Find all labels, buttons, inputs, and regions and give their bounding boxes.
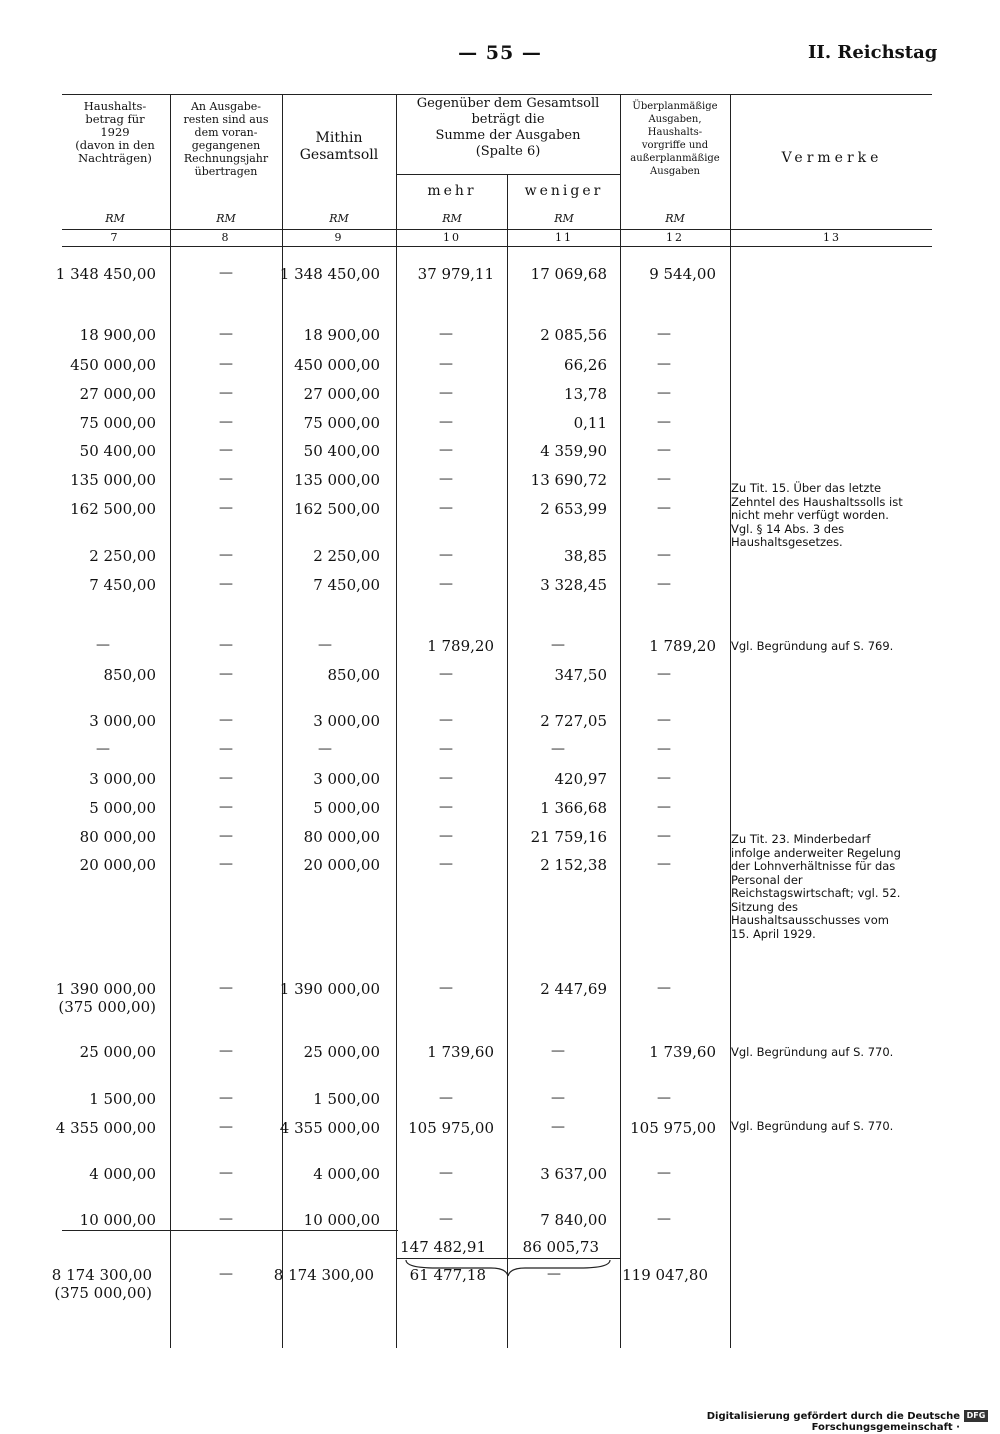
group-rule <box>396 174 620 175</box>
table-cell: — <box>219 414 233 430</box>
table-cell: — <box>551 1043 565 1059</box>
table-cell: 4 359,90 <box>540 442 607 460</box>
table-cell: 1 739,60 <box>427 1043 494 1061</box>
table-cell: 420,97 <box>554 770 607 788</box>
table-cell: 3 328,45 <box>540 576 607 594</box>
table-cell: — <box>219 1090 233 1106</box>
table-cell: 27 000,00 <box>79 385 156 403</box>
table-cell: 1 390 000,00 <box>55 980 156 998</box>
table-cell: — <box>439 500 453 516</box>
table-cell: — <box>657 326 671 342</box>
table-cell: 10 000,00 <box>303 1211 380 1229</box>
header-gesamtsoll: Mithin Gesamtsoll <box>299 130 379 163</box>
column-number: 8 <box>221 231 231 244</box>
table-cell: 4 355 000,00 <box>55 1119 156 1137</box>
total-gesamtsoll: 8 174 300,00 <box>273 1266 374 1284</box>
colnum-rule <box>62 246 932 247</box>
table-cell: — <box>439 326 453 342</box>
table-cell-nachtraege: (375 000,00) <box>58 998 156 1016</box>
table-cell: — <box>318 741 332 757</box>
total-ueberplanmaessig: 119 047,80 <box>622 1266 708 1284</box>
table-cell: 0,11 <box>573 414 607 432</box>
table-cell: 5 000,00 <box>313 799 380 817</box>
dfg-logo: DFG <box>964 1410 988 1422</box>
table-cell: 25 000,00 <box>79 1043 156 1061</box>
table-cell: 17 069,68 <box>530 265 607 283</box>
table-cell: 80 000,00 <box>303 828 380 846</box>
table-cell: — <box>439 666 453 682</box>
top-rule <box>62 94 932 95</box>
table-cell: — <box>96 741 110 757</box>
table-cell: 18 900,00 <box>79 326 156 344</box>
table-cell: — <box>219 1119 233 1135</box>
table-cell: 66,26 <box>564 356 607 374</box>
table-cell: 162 500,00 <box>70 500 156 518</box>
table-cell: — <box>219 1211 233 1227</box>
table-cell: — <box>219 828 233 844</box>
table-cell: 135 000,00 <box>70 471 156 489</box>
table-cell: 7 840,00 <box>540 1211 607 1229</box>
table-cell: 21 759,16 <box>530 828 607 846</box>
table-cell: — <box>219 1165 233 1181</box>
col-divider <box>170 94 171 1348</box>
table-cell: — <box>219 770 233 786</box>
table-cell: 450 000,00 <box>294 356 380 374</box>
table-cell: — <box>318 637 332 653</box>
table-cell: — <box>657 576 671 592</box>
table-cell: — <box>219 576 233 592</box>
table-cell: — <box>439 1165 453 1181</box>
table-cell: 450 000,00 <box>70 356 156 374</box>
unit-label: RM <box>665 212 685 225</box>
table-cell: — <box>551 1119 565 1135</box>
table-cell: — <box>219 500 233 516</box>
table-cell: 1 789,20 <box>649 637 716 655</box>
total-nachtraege: (375 000,00) <box>54 1284 152 1302</box>
table-cell: 2 085,56 <box>540 326 607 344</box>
total-haushaltsbetrag: 8 174 300,00 <box>51 1266 152 1284</box>
table-cell: — <box>219 666 233 682</box>
column-number: 11 <box>555 231 573 244</box>
remark-tit23: Zu Tit. 23. Minderbedarf infolge anderweiter Regelung der Lohnverhältnisse für das Personal der Reichstagswirtschaft; vgl. 52. Sitzung des Haushaltsausschusses vom 15. April 1929. <box>731 832 901 941</box>
unit-label: RM <box>442 212 462 225</box>
table-cell: 1 390 000,00 <box>279 980 380 998</box>
table-cell: — <box>657 385 671 401</box>
col-divider <box>396 94 397 1348</box>
table-cell: — <box>219 1043 233 1059</box>
remark-begruendung-770-a: Vgl. Begründung auf S. 770. <box>731 1045 894 1059</box>
table-cell: — <box>439 1090 453 1106</box>
table-cell: 2 653,99 <box>540 500 607 518</box>
table-cell: — <box>219 712 233 728</box>
table-cell: 850,00 <box>103 666 156 684</box>
unit-label: RM <box>105 212 125 225</box>
col-divider <box>730 94 731 1348</box>
table-cell: 25 000,00 <box>303 1043 380 1061</box>
table-cell: — <box>439 547 453 563</box>
table-cell: — <box>219 471 233 487</box>
header-ueberplanmaessig: Überplanmäßige Ausgaben, Haushalts- vorgriffe und außerplanmäßige Ausgaben <box>630 101 720 177</box>
table-cell: — <box>439 856 453 872</box>
table-cell: 162 500,00 <box>294 500 380 518</box>
remark-begruendung-770-b: Vgl. Begründung auf S. 770. <box>731 1119 894 1133</box>
table-cell: — <box>657 980 671 996</box>
table-cell: — <box>657 799 671 815</box>
table-cell: — <box>439 828 453 844</box>
table-cell: — <box>657 828 671 844</box>
table-cell: 4 000,00 <box>313 1165 380 1183</box>
table-cell: — <box>551 637 565 653</box>
table-cell: 37 979,11 <box>417 265 494 283</box>
table-cell: 3 000,00 <box>89 770 156 788</box>
col-divider <box>507 174 508 1348</box>
table-cell: 135 000,00 <box>294 471 380 489</box>
table-cell: 1 500,00 <box>89 1090 156 1108</box>
column-number: 9 <box>334 231 344 244</box>
table-cell: — <box>439 414 453 430</box>
total-weniger: — <box>547 1266 561 1282</box>
table-cell: — <box>439 1211 453 1227</box>
table-cell: 3 000,00 <box>89 712 156 730</box>
table-cell: — <box>657 1165 671 1181</box>
table-cell: 75 000,00 <box>79 414 156 432</box>
table-cell: — <box>439 356 453 372</box>
table-cell: — <box>219 547 233 563</box>
table-cell: — <box>439 770 453 786</box>
table-cell: 347,50 <box>554 666 607 684</box>
table-cell: — <box>657 1090 671 1106</box>
table-cell: — <box>439 385 453 401</box>
table-cell: 13,78 <box>564 385 607 403</box>
table-cell: 20 000,00 <box>303 856 380 874</box>
table-cell: — <box>657 666 671 682</box>
table-cell: — <box>657 770 671 786</box>
table-cell: — <box>439 471 453 487</box>
page-number: — 55 — <box>458 42 542 64</box>
table-cell: — <box>219 442 233 458</box>
table-cell: 5 000,00 <box>89 799 156 817</box>
table-cell: — <box>657 500 671 516</box>
page-header <box>0 42 1000 72</box>
header-gegenueber: Gegenüber dem Gesamtsoll beträgt die Summe der Ausgaben (Spalte 6) <box>416 96 600 159</box>
header-ausgabereste: An Ausgabe- resten sind aus dem voran- gegangenen Rechnungsjahr übertragen <box>183 100 269 178</box>
table-cell: 1 366,68 <box>540 799 607 817</box>
table-cell: 50 400,00 <box>303 442 380 460</box>
table-cell: — <box>657 356 671 372</box>
table-cell: 105 975,00 <box>630 1119 716 1137</box>
table-cell: 3 000,00 <box>313 712 380 730</box>
table-cell: — <box>657 442 671 458</box>
table-cell: — <box>439 576 453 592</box>
table-cell: 4 000,00 <box>89 1165 156 1183</box>
table-cell: — <box>219 326 233 342</box>
header-mehr: mehr <box>427 183 477 199</box>
subtotal-mehr: 147 482,91 <box>400 1238 486 1256</box>
table-cell: 7 450,00 <box>89 576 156 594</box>
total-ausgabereste: — <box>219 1266 233 1282</box>
table-cell: 1 789,20 <box>427 637 494 655</box>
unit-label: RM <box>554 212 574 225</box>
table-cell: 2 250,00 <box>89 547 156 565</box>
table-cell: — <box>219 385 233 401</box>
table-cell: — <box>657 414 671 430</box>
table-cell: — <box>219 356 233 372</box>
column-number: 10 <box>443 231 461 244</box>
table-cell: — <box>657 547 671 563</box>
table-cell: — <box>96 637 110 653</box>
total-mehr: 61 477,18 <box>409 1266 486 1284</box>
header-vermerke: Vermerke <box>781 150 883 166</box>
table-cell: — <box>219 856 233 872</box>
table-cell: — <box>439 980 453 996</box>
table-cell: 80 000,00 <box>79 828 156 846</box>
table-cell: — <box>219 637 233 653</box>
digitization-credit: Digitalisierung gefördert durch die Deutsche Forschungsgemeinschaft · <box>706 1411 960 1433</box>
table-cell: 3 637,00 <box>540 1165 607 1183</box>
table-cell: 9 544,00 <box>649 265 716 283</box>
table-cell: 1 348 450,00 <box>279 265 380 283</box>
table-cell: 1 500,00 <box>313 1090 380 1108</box>
table-cell: 18 900,00 <box>303 326 380 344</box>
table-cell: — <box>657 471 671 487</box>
table-cell: — <box>219 265 233 281</box>
table-cell: 2 727,05 <box>540 712 607 730</box>
table-cell: 50 400,00 <box>79 442 156 460</box>
section-title: II. Reichstag <box>808 42 938 63</box>
table-cell: 2 250,00 <box>313 547 380 565</box>
table-cell: — <box>219 799 233 815</box>
table-cell: — <box>219 741 233 757</box>
table-cell: — <box>551 741 565 757</box>
unit-label: RM <box>216 212 236 225</box>
unit-label: RM <box>329 212 349 225</box>
table-cell: 38,85 <box>564 547 607 565</box>
table-cell: — <box>657 856 671 872</box>
header-haushaltsbetrag: Haushalts- betrag für 1929 (davon in den Nachträgen) <box>75 99 155 165</box>
column-number: 13 <box>823 231 841 244</box>
sum-rule <box>62 1230 398 1231</box>
table-cell: 850,00 <box>327 666 380 684</box>
column-number: 7 <box>110 231 120 244</box>
table-cell: — <box>439 741 453 757</box>
table-cell: 10 000,00 <box>79 1211 156 1229</box>
table-cell: 1 348 450,00 <box>55 265 156 283</box>
table-cell: 75 000,00 <box>303 414 380 432</box>
table-cell: — <box>657 712 671 728</box>
table-cell: 105 975,00 <box>408 1119 494 1137</box>
table-cell: 1 739,60 <box>649 1043 716 1061</box>
table-cell: — <box>439 712 453 728</box>
remark-begruendung-769: Vgl. Begründung auf S. 769. <box>731 639 894 653</box>
subtotal-weniger: 86 005,73 <box>522 1238 599 1256</box>
table-cell: 7 450,00 <box>313 576 380 594</box>
table-cell: 27 000,00 <box>303 385 380 403</box>
table-cell: — <box>551 1090 565 1106</box>
table-cell: — <box>657 1211 671 1227</box>
table-cell: 13 690,72 <box>530 471 607 489</box>
table-cell: — <box>219 980 233 996</box>
header-rule <box>62 229 932 230</box>
column-number: 12 <box>666 231 684 244</box>
table-cell: 4 355 000,00 <box>279 1119 380 1137</box>
table-cell: 20 000,00 <box>79 856 156 874</box>
table-cell: 3 000,00 <box>313 770 380 788</box>
table-cell: — <box>439 799 453 815</box>
header-weniger: weniger <box>524 183 604 199</box>
table-cell: — <box>439 442 453 458</box>
table-cell: — <box>657 741 671 757</box>
remark-tit15: Zu Tit. 15. Über das letzte Zehntel des Haushaltssolls ist nicht mehr verfügt worden. Vgl. § 14 Abs. 3 des Haushaltsgesetzes. <box>731 481 903 549</box>
table-cell: 2 447,69 <box>540 980 607 998</box>
table-cell: 2 152,38 <box>540 856 607 874</box>
